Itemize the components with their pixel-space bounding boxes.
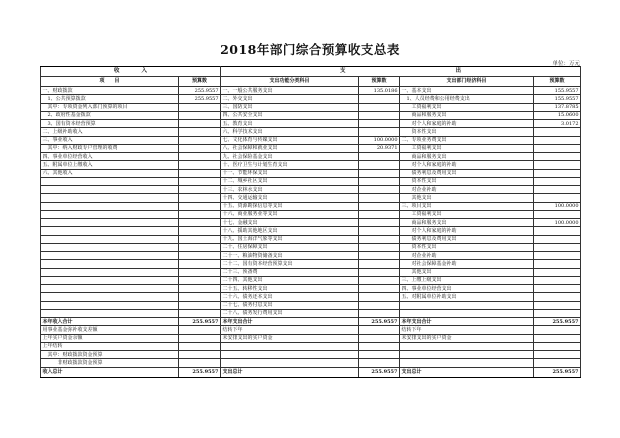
func-budget-cell xyxy=(359,334,400,342)
func-item-cell xyxy=(221,351,359,359)
table-row xyxy=(41,161,581,169)
table-row xyxy=(41,260,581,268)
func-budget-cell xyxy=(359,111,400,119)
func-item-cell: 二十五、转移性支出 xyxy=(221,285,359,293)
income-budget-grand-cell: 255.9557 xyxy=(179,367,221,377)
func-item-cell: 二、外交支出 xyxy=(221,95,359,103)
header-row-group xyxy=(41,67,581,77)
table-row xyxy=(41,111,581,119)
econ-item-cell: 债务利息及费用支出 xyxy=(400,235,534,243)
func-item-cell: 十八、援助其他地区支出 xyxy=(221,227,359,235)
table-row xyxy=(41,243,581,251)
econ-budget-cell xyxy=(534,243,581,251)
econ-budget-cell xyxy=(534,128,581,136)
econ-item-cell: 对社会保障基金补助 xyxy=(400,260,534,268)
table-row xyxy=(41,359,581,367)
report-title: 2018年部门综合预算收支总表 xyxy=(220,42,400,57)
table-row xyxy=(41,235,581,243)
table-row xyxy=(41,268,581,276)
econ-item-cell: 对个人和家庭的补助 xyxy=(400,161,534,169)
income-item-cell xyxy=(41,186,179,194)
func-budget-cell xyxy=(359,219,400,227)
econ-item-cell: 工资福利支出 xyxy=(400,144,534,152)
income-budget-cell xyxy=(179,285,221,293)
func-item-cell: 七、文化体育与传媒支出 xyxy=(221,136,359,144)
income-item-cell: 三、事业收入 xyxy=(41,136,179,144)
table-row xyxy=(41,276,581,284)
income-budget-cell: 255.9557 xyxy=(179,95,221,103)
income-item-cell: 其中：财政拨款资金预算 xyxy=(41,351,179,359)
income-item-cell xyxy=(41,210,179,218)
econ-budget-cell xyxy=(534,210,581,218)
func-item-cell: 二十八、债务发行费用支出 xyxy=(221,309,359,317)
income-item-cell xyxy=(41,252,179,260)
income-item-cell xyxy=(41,202,179,210)
econ-item-cell: 其他支出 xyxy=(400,268,534,276)
table-row xyxy=(41,210,581,218)
econ-budget-cell xyxy=(534,235,581,243)
econ-budget-cell xyxy=(534,301,581,309)
table-row xyxy=(41,136,581,144)
econ-budget-cell xyxy=(534,334,581,342)
func-budget-cell xyxy=(359,293,400,301)
income-item-cell xyxy=(41,243,179,251)
econ-budget-cell: 100.0000 xyxy=(534,202,581,210)
func-budget-cell xyxy=(359,120,400,128)
income-budget-cell xyxy=(179,103,221,111)
econ-item-cell xyxy=(400,301,534,309)
func-budget-cell xyxy=(359,169,400,177)
econ-budget-cell xyxy=(534,260,581,268)
table-row xyxy=(41,194,581,202)
col-item-header: 项 目 xyxy=(41,77,179,87)
income-budget-cell xyxy=(179,309,221,317)
income-budget-cell xyxy=(179,235,221,243)
income-budget-cell xyxy=(179,169,221,177)
econ-item-cell xyxy=(400,342,534,350)
econ-budget-cell xyxy=(534,161,581,169)
econ-item-cell: 商品和服务支出 xyxy=(400,111,534,119)
func-budget-cell xyxy=(359,276,400,284)
func-item-cell: 三、国防支出 xyxy=(221,103,359,111)
table-row xyxy=(41,202,581,210)
func-item-cell: 二十一、粮油物资储备支出 xyxy=(221,252,359,260)
col-budget-func-header: 预算数 xyxy=(359,77,400,87)
income-budget-cell xyxy=(179,301,221,309)
func-budget-cell xyxy=(359,128,400,136)
econ-item-cell: 三、上缴上级支出 xyxy=(400,276,534,284)
func-budget-cell xyxy=(359,351,400,359)
income-budget-cell xyxy=(179,334,221,342)
table-row xyxy=(41,309,581,317)
econ-budget-cell xyxy=(534,285,581,293)
econ-budget-cell xyxy=(534,186,581,194)
income-item-cell xyxy=(41,227,179,235)
func-budget-cell xyxy=(359,153,400,161)
income-budget-cell xyxy=(179,210,221,218)
table-row xyxy=(41,87,581,95)
func-item-cell: 二十四、其他支出 xyxy=(221,276,359,284)
func-item-cell: 十七、金融支出 xyxy=(221,219,359,227)
econ-item-cell: 工资福利支出 xyxy=(400,103,534,111)
table-row xyxy=(41,120,581,128)
income-budget-cell xyxy=(179,293,221,301)
income-budget-cell xyxy=(179,326,221,334)
econ-item-cell: 二、专项业务费支出 xyxy=(400,136,534,144)
func-item-cell: 二十七、债务付息支出 xyxy=(221,301,359,309)
header-row-columns xyxy=(41,77,581,87)
func-item-grand-cell: 支出总计 xyxy=(221,367,359,377)
econ-budget-cell: 100.0000 xyxy=(534,219,581,227)
table-row xyxy=(41,153,581,161)
func-item-cell: 六、科学技术支出 xyxy=(221,128,359,136)
budget-table xyxy=(40,66,581,378)
income-budget-cell xyxy=(179,111,221,119)
econ-item-cell: 四、事业单位经营支出 xyxy=(400,285,534,293)
income-item-cell xyxy=(41,268,179,276)
income-budget-cell xyxy=(179,351,221,359)
income-budget-cell xyxy=(179,186,221,194)
econ-budget-cell xyxy=(534,144,581,152)
func-item-cell: 未安排支出的实户资金 xyxy=(221,334,359,342)
income-item-cell: 四、事业单位经营收入 xyxy=(41,153,179,161)
econ-budget-cell xyxy=(534,252,581,260)
econ-item-cell xyxy=(400,359,534,367)
func-item-cell: 十二、城乡社区支出 xyxy=(221,177,359,185)
func-budget-cell xyxy=(359,252,400,260)
income-budget-cell xyxy=(179,359,221,367)
econ-budget-cell: 155.9557 xyxy=(534,95,581,103)
func-budget-cell xyxy=(359,161,400,169)
income-item-cell xyxy=(41,293,179,301)
table-row xyxy=(41,227,581,235)
econ-budget-cell: 15.0600 xyxy=(534,111,581,119)
econ-budget-cell xyxy=(534,227,581,235)
func-item-cell: 八、社会保障和就业支出 xyxy=(221,144,359,152)
econ-budget-cell: 3.0172 xyxy=(534,120,581,128)
econ-item-total-cell: 本年支出合计 xyxy=(400,318,534,326)
func-budget-cell: 100.0000 xyxy=(359,136,400,144)
econ-budget-total-cell: 255.9557 xyxy=(534,318,581,326)
table-row xyxy=(41,252,581,260)
econ-budget-cell xyxy=(534,169,581,177)
income-item-cell xyxy=(41,309,179,317)
func-item-cell: 二十、住房保障支出 xyxy=(221,243,359,251)
table-row xyxy=(41,219,581,227)
income-budget-cell xyxy=(179,120,221,128)
func-item-cell: 二十六、债务还本支出 xyxy=(221,293,359,301)
econ-budget-cell: 137.8785 xyxy=(534,103,581,111)
econ-budget-cell xyxy=(534,351,581,359)
income-budget-cell xyxy=(179,136,221,144)
econ-item-cell: 三、项目支出 xyxy=(400,202,534,210)
table-row xyxy=(41,326,581,334)
income-item-cell: 用事业基金弥补收支差额 xyxy=(41,326,179,334)
func-budget-cell: 20.9371 xyxy=(359,144,400,152)
econ-item-cell: 资本性支出 xyxy=(400,128,534,136)
econ-budget-cell xyxy=(534,326,581,334)
income-item-cell xyxy=(41,285,179,293)
econ-item-cell: 对个人和家庭的补助 xyxy=(400,120,534,128)
income-item-cell: 2、政府性基金拨款 xyxy=(41,111,179,119)
econ-item-cell: 资本性支出 xyxy=(400,177,534,185)
income-item-cell xyxy=(41,235,179,243)
income-item-cell: 上年实户资金余额 xyxy=(41,334,179,342)
col-func-header: 支出功能分类科目 xyxy=(221,77,359,87)
table-row xyxy=(41,334,581,342)
income-item-cell: 1、公共预算拨款 xyxy=(41,95,179,103)
table-row xyxy=(41,285,581,293)
table-row xyxy=(41,293,581,301)
econ-item-cell: 其他支出 xyxy=(400,194,534,202)
econ-item-cell: 对企业补助 xyxy=(400,252,534,260)
func-budget-cell xyxy=(359,194,400,202)
econ-item-cell: 对个人和家庭的补助 xyxy=(400,227,534,235)
func-budget-cell xyxy=(359,342,400,350)
col-budget-econ-header: 预算数 xyxy=(534,77,581,87)
func-budget-cell xyxy=(359,326,400,334)
econ-budget-cell: 155.9557 xyxy=(534,87,581,95)
income-budget-cell xyxy=(179,177,221,185)
func-budget-grand-cell: 255.9557 xyxy=(359,367,400,377)
func-budget-cell xyxy=(359,268,400,276)
income-budget-cell xyxy=(179,128,221,136)
table-row xyxy=(41,128,581,136)
income-budget-cell xyxy=(179,194,221,202)
totals-row xyxy=(41,318,581,326)
table-row xyxy=(41,177,581,185)
econ-item-cell: 一、基本支出 xyxy=(400,87,534,95)
func-item-cell: 十、医疗卫生与计划生育支出 xyxy=(221,161,359,169)
income-budget-cell xyxy=(179,144,221,152)
econ-item-cell: 1、人员经费和公用经费支出 xyxy=(400,95,534,103)
func-item-cell: 五、教育支出 xyxy=(221,120,359,128)
income-budget-cell xyxy=(179,227,221,235)
income-item-total-cell: 本年收入合计 xyxy=(41,318,179,326)
income-item-cell: 五、附属单位上缴收入 xyxy=(41,161,179,169)
func-item-cell: 十四、交通运输支出 xyxy=(221,194,359,202)
income-item-cell: 3、国有资本经营预算 xyxy=(41,120,179,128)
expense-group-header: 支 出 xyxy=(221,67,581,77)
econ-item-cell: 债务利息及费用支出 xyxy=(400,169,534,177)
econ-item-cell xyxy=(400,309,534,317)
econ-item-cell: 商品和服务支出 xyxy=(400,219,534,227)
income-budget-cell xyxy=(179,276,221,284)
col-econ-header: 支出部门经济科目 xyxy=(400,77,534,87)
func-budget-cell xyxy=(359,243,400,251)
econ-item-cell: 对企业补助 xyxy=(400,186,534,194)
income-item-cell xyxy=(41,301,179,309)
econ-item-cell: 商品和服务支出 xyxy=(400,153,534,161)
econ-item-cell: 资本性支出 xyxy=(400,243,534,251)
table-row xyxy=(41,95,581,103)
func-item-cell: 十五、资源勘探信息等支出 xyxy=(221,202,359,210)
income-budget-cell xyxy=(179,202,221,210)
income-item-cell xyxy=(41,260,179,268)
table-row xyxy=(41,103,581,111)
table-row xyxy=(41,351,581,359)
func-budget-cell xyxy=(359,285,400,293)
table-row xyxy=(41,144,581,152)
income-item-cell xyxy=(41,177,179,185)
income-budget-cell xyxy=(179,252,221,260)
income-item-cell: 上年结转 xyxy=(41,342,179,350)
econ-item-cell: 五、对附属单位补助支出 xyxy=(400,293,534,301)
income-item-cell: 其中：纳入财政专户管理的收费 xyxy=(41,144,179,152)
income-group-header: 收 入 xyxy=(41,67,221,77)
income-item-cell: 一、财政拨款 xyxy=(41,87,179,95)
func-budget-cell xyxy=(359,202,400,210)
econ-item-grand-cell: 支出总计 xyxy=(400,367,534,377)
func-item-total-cell: 本年支出合计 xyxy=(221,318,359,326)
table-row xyxy=(41,301,581,309)
income-budget-cell xyxy=(179,243,221,251)
func-budget-cell xyxy=(359,95,400,103)
income-budget-cell xyxy=(179,268,221,276)
func-item-cell: 十三、农林水支出 xyxy=(221,186,359,194)
func-budget-cell xyxy=(359,301,400,309)
table-row xyxy=(41,342,581,350)
func-item-cell: 十一、节能环保支出 xyxy=(221,169,359,177)
func-item-cell: 十六、商业服务业等支出 xyxy=(221,210,359,218)
econ-item-cell: 结转下年 xyxy=(400,326,534,334)
econ-budget-cell xyxy=(534,153,581,161)
income-item-cell: 六、其他收入 xyxy=(41,169,179,177)
func-item-cell: 十九、国土海洋气象等支出 xyxy=(221,235,359,243)
income-budget-cell xyxy=(179,260,221,268)
econ-item-cell xyxy=(400,351,534,359)
econ-budget-cell xyxy=(534,268,581,276)
grand-total-row xyxy=(41,367,581,377)
econ-budget-cell xyxy=(534,342,581,350)
func-budget-cell xyxy=(359,177,400,185)
func-item-cell: 四、公共安全支出 xyxy=(221,111,359,119)
income-item-cell xyxy=(41,219,179,227)
econ-budget-cell xyxy=(534,359,581,367)
econ-budget-grand-cell: 255.9557 xyxy=(534,367,581,377)
table-row xyxy=(41,169,581,177)
income-budget-cell: 255.9557 xyxy=(179,87,221,95)
func-item-cell: 结转下年 xyxy=(221,326,359,334)
unit-label: 单位：万元 xyxy=(552,61,580,67)
func-budget-cell xyxy=(359,186,400,194)
econ-budget-cell xyxy=(534,276,581,284)
income-budget-total-cell: 255.9557 xyxy=(179,318,221,326)
econ-item-cell: 未安排支出的实户资金 xyxy=(400,334,534,342)
func-item-cell xyxy=(221,342,359,350)
table-row xyxy=(41,186,581,194)
func-budget-cell xyxy=(359,359,400,367)
income-item-cell: 非财政拨款资金预算 xyxy=(41,359,179,367)
func-budget-total-cell: 255.9557 xyxy=(359,318,400,326)
income-item-cell xyxy=(41,194,179,202)
econ-budget-cell xyxy=(534,293,581,301)
income-budget-cell xyxy=(179,342,221,350)
income-item-grand-cell: 收入总计 xyxy=(41,367,179,377)
econ-budget-cell xyxy=(534,177,581,185)
func-item-cell: 二十二、国有资本经营预算支出 xyxy=(221,260,359,268)
func-budget-cell xyxy=(359,103,400,111)
col-budget-income-header: 预算数 xyxy=(179,77,221,87)
income-item-cell xyxy=(41,276,179,284)
func-budget-cell xyxy=(359,235,400,243)
func-budget-cell xyxy=(359,227,400,235)
func-budget-cell xyxy=(359,309,400,317)
func-budget-cell xyxy=(359,210,400,218)
func-budget-cell: 135.0186 xyxy=(359,87,400,95)
econ-budget-cell xyxy=(534,309,581,317)
income-budget-cell xyxy=(179,219,221,227)
func-item-cell xyxy=(221,359,359,367)
func-item-cell: 一、一般公共服务支出 xyxy=(221,87,359,95)
econ-item-cell: 工资福利支出 xyxy=(400,210,534,218)
econ-budget-cell xyxy=(534,194,581,202)
func-budget-cell xyxy=(359,260,400,268)
func-item-cell: 二十三、预备费 xyxy=(221,268,359,276)
income-budget-cell xyxy=(179,153,221,161)
income-item-cell: 二、上级补助收入 xyxy=(41,128,179,136)
income-budget-cell xyxy=(179,161,221,169)
econ-budget-cell xyxy=(534,136,581,144)
func-item-cell: 九、社会保险基金支出 xyxy=(221,153,359,161)
income-item-cell: 其中：专项资金列入部门预算的项目 xyxy=(41,103,179,111)
